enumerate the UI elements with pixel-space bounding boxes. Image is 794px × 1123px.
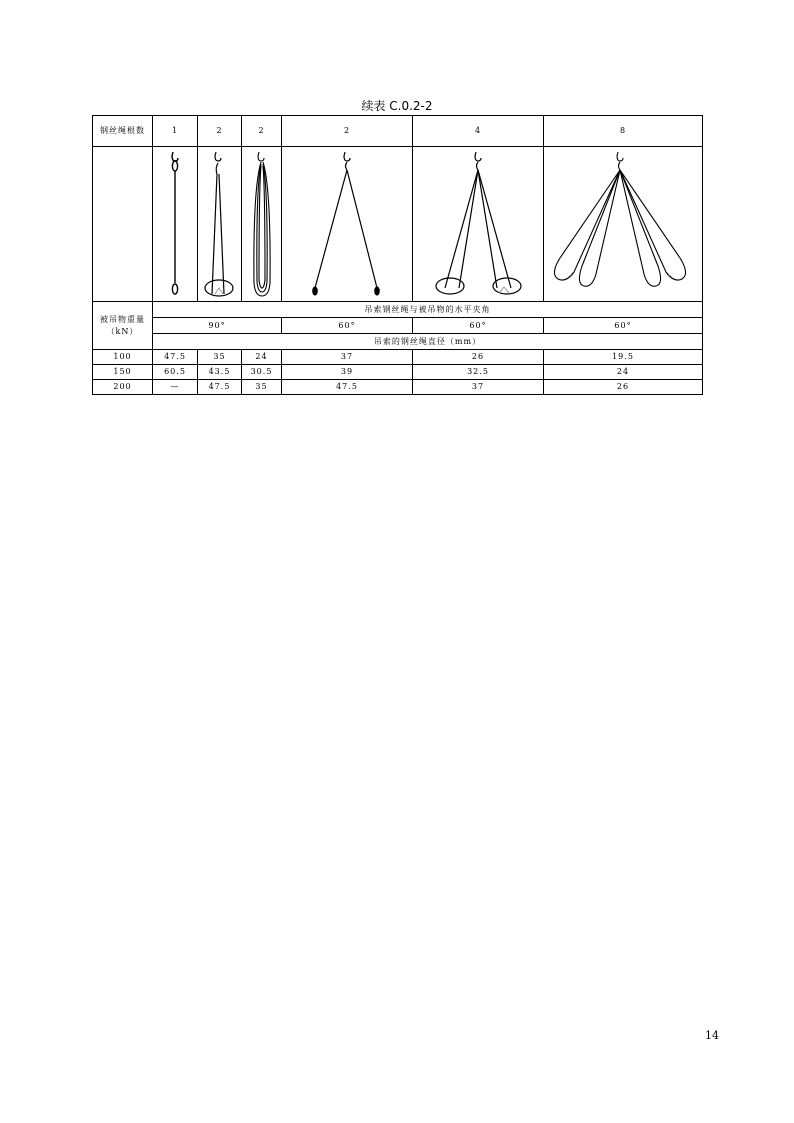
diameter-value: 30.5 xyxy=(242,365,282,380)
single-rope-sling-icon xyxy=(163,148,187,300)
rigging-figure-double-loop xyxy=(198,147,242,302)
rope-count-cell: 4 xyxy=(413,116,544,147)
load-value: 150 xyxy=(93,365,153,380)
diameter-value: 35 xyxy=(198,350,242,365)
diameter-label: 吊索的钢丝绳直径（mm） xyxy=(153,334,703,350)
diameter-value: 60.5 xyxy=(153,365,198,380)
diameter-value: 26 xyxy=(544,380,703,395)
diameter-value: 37 xyxy=(413,380,544,395)
diameter-value: 47.5 xyxy=(198,380,242,395)
diameter-value: 19.5 xyxy=(544,350,703,365)
two-leg-sling-icon xyxy=(282,148,413,300)
rope-count-cell: 2 xyxy=(198,116,242,147)
angle-cell: 60° xyxy=(544,318,703,334)
table-row xyxy=(93,380,703,395)
angle-cell: 90° xyxy=(153,318,282,334)
rope-count-cell: 2 xyxy=(282,116,413,147)
double-rope-loop-sling-icon xyxy=(198,148,242,300)
diameter-value: 35 xyxy=(242,380,282,395)
diameter-value: 39 xyxy=(282,365,413,380)
load-value: 100 xyxy=(93,350,153,365)
rope-count-row xyxy=(93,116,703,147)
angle-cell: 60° xyxy=(282,318,413,334)
rigging-figure-four-leg xyxy=(413,147,544,302)
angle-group-row xyxy=(93,302,703,318)
angle-row xyxy=(93,318,703,334)
rope-count-cell: 1 xyxy=(153,116,198,147)
angle-group-label: 吊索钢丝绳与被吊物的水平夹角 xyxy=(153,302,703,318)
rope-count-cell: 2 xyxy=(242,116,282,147)
eight-leg-sling-icon xyxy=(544,148,703,300)
four-leg-sling-icon xyxy=(413,148,544,300)
rigging-diagram-row xyxy=(93,147,703,302)
diameter-value: 24 xyxy=(544,365,703,380)
table-caption: 续表 C.0.2-2 xyxy=(361,99,433,113)
rope-spec-table xyxy=(92,115,703,395)
diameter-value: 24 xyxy=(242,350,282,365)
blank-cell xyxy=(93,147,153,302)
load-value: 200 xyxy=(93,380,153,395)
diameter-value: 47.5 xyxy=(282,380,413,395)
diameter-value: 47.5 xyxy=(153,350,198,365)
diameter-value: 43.5 xyxy=(198,365,242,380)
table-row xyxy=(93,365,703,380)
rope-count-cell: 8 xyxy=(544,116,703,147)
diameter-value: 26 xyxy=(413,350,544,365)
load-label: 被吊物重量（kN） xyxy=(93,302,153,350)
rigging-figure-two-leg xyxy=(282,147,413,302)
rigging-figure-double-choke xyxy=(242,147,282,302)
diameter-value: 37 xyxy=(282,350,413,365)
angle-cell: 60° xyxy=(413,318,544,334)
diameter-label-row xyxy=(93,334,703,350)
table-row xyxy=(93,350,703,365)
diameter-value: 32.5 xyxy=(413,365,544,380)
rope-count-label: 钢丝绳根数 xyxy=(93,116,153,147)
rigging-figure-eight-leg xyxy=(544,147,703,302)
diameter-value: — xyxy=(153,380,198,395)
double-rope-choke-sling-icon xyxy=(243,148,281,300)
page-number: 14 xyxy=(705,1029,719,1042)
rigging-figure-single xyxy=(153,147,198,302)
